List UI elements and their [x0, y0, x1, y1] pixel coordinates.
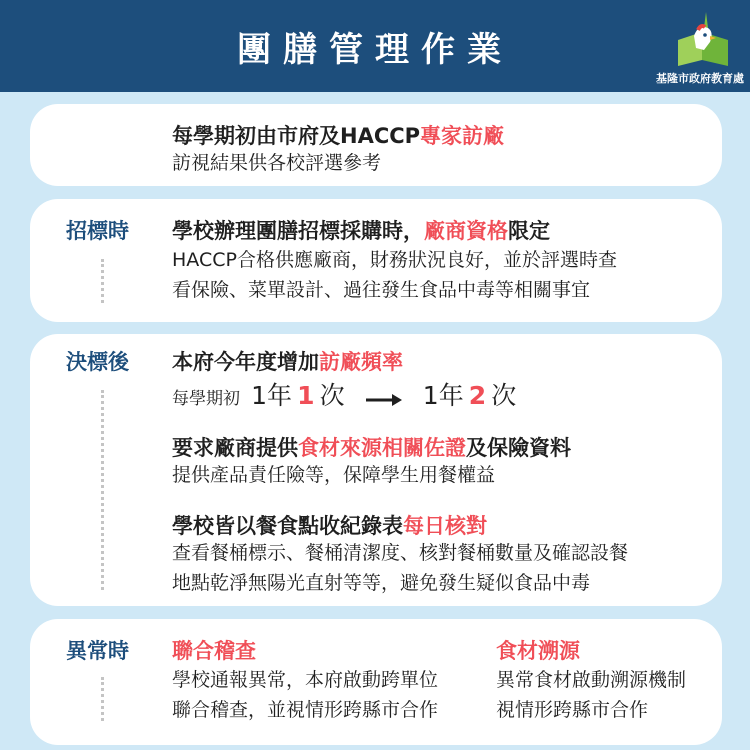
tag-bidding: 招標時: [66, 219, 129, 243]
arrow-right-icon: [366, 393, 402, 407]
card2-line1: HACCP合格供應廠商，財務狀況良好，並於評選時查: [172, 249, 617, 271]
header-banner: [0, 0, 750, 92]
joint-inspection-line2: 聯合稽查，並視情形跨縣市合作: [172, 699, 439, 721]
joint-inspection-heading: 聯合稽查: [172, 639, 256, 663]
page-title: 團膳管理作業: [237, 30, 513, 70]
dotted-divider: [101, 259, 104, 303]
frequency-after-a: 1年: [422, 381, 464, 410]
card1-text: 訪視結果供各校評選參考: [172, 152, 382, 174]
frequency-before-a: 1年: [251, 381, 292, 410]
tag-after-award: 決標後: [66, 350, 129, 374]
card-inspection: [30, 104, 722, 186]
card2-line2: 看保險、菜單設計、過往發生食品中毒等相關事宜: [172, 279, 591, 301]
item3-line2: 地點乾淨無陽光直射等等，避免發生疑似食品中毒: [172, 572, 591, 594]
frequency-prefix: 每學期初: [172, 389, 240, 409]
frequency-before-b: 次: [319, 381, 345, 410]
card-after-award: [30, 334, 722, 606]
item3-line1: 查看餐桶標示、餐桶清潔度、核對餐桶數量及確認設餐: [172, 542, 629, 564]
card-abnormal: [30, 619, 722, 745]
frequency-after-b: 次: [491, 381, 517, 410]
card2-heading: 學校辦理團膳招標採購時，廠商資格限定: [172, 219, 550, 243]
tag-abnormal: 異常時: [66, 639, 129, 663]
dotted-divider: [101, 677, 104, 721]
item2-text: 提供產品責任險等，保障學生用餐權益: [172, 464, 496, 486]
agency-name: 基隆市政府教育處: [656, 72, 744, 85]
frequency-change: [172, 376, 516, 412]
traceability-heading: 食材溯源: [496, 639, 580, 663]
frequency-after-num: 2: [468, 381, 487, 410]
item1-heading: 本府今年度增加訪廠頻率: [172, 350, 403, 374]
joint-inspection-line1: 學校通報異常，本府啟動跨單位: [172, 669, 439, 691]
item3-heading: 學校皆以餐食點收紀錄表每日核對: [172, 514, 487, 538]
traceability-line1: 異常食材啟動溯源機制: [496, 669, 687, 691]
rooster-book-logo-icon: [668, 10, 738, 70]
frequency-before-num: 1: [297, 381, 315, 410]
card-bidding: [30, 199, 722, 322]
traceability-line2: 視情形跨縣市合作: [496, 699, 649, 721]
dotted-divider: [101, 390, 104, 590]
card1-heading: 每學期初由市府及HACCP專家訪廠: [172, 124, 505, 148]
item2-heading: 要求廠商提供食材來源相關佐證及保險資料: [172, 436, 571, 460]
